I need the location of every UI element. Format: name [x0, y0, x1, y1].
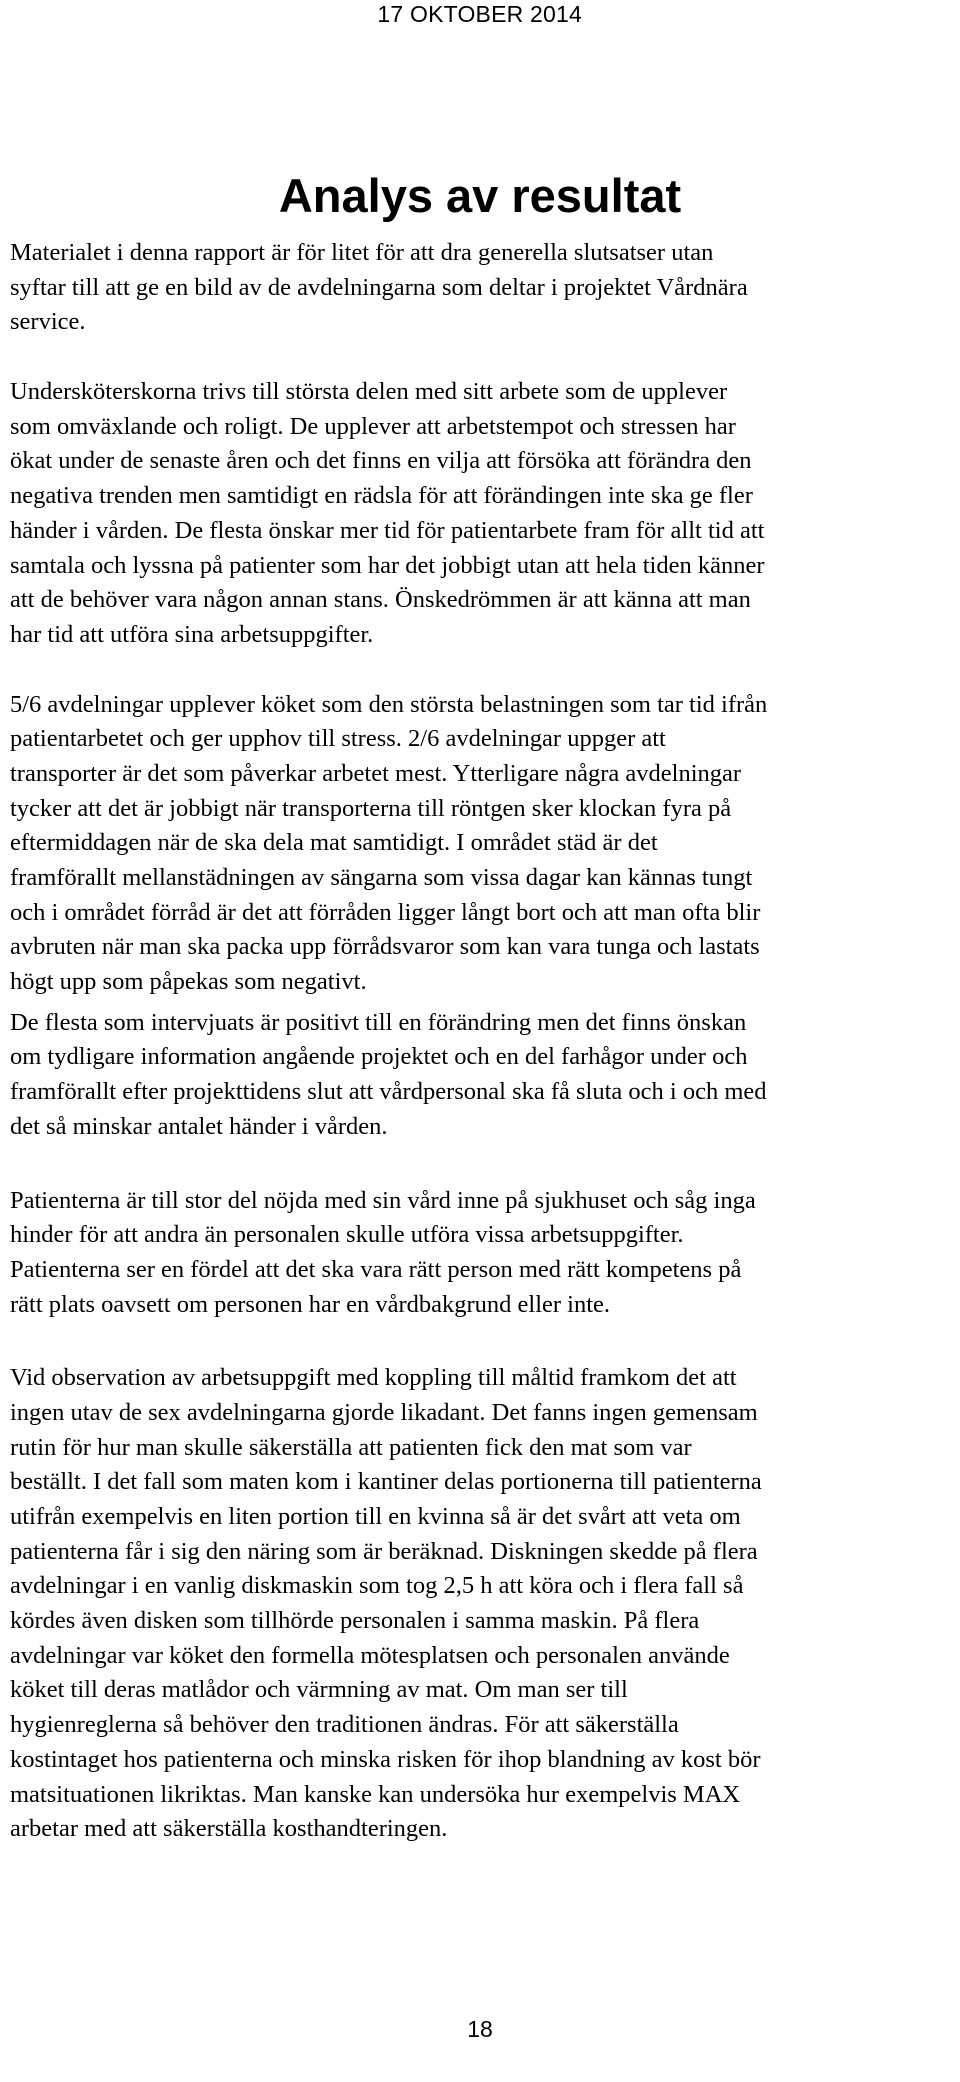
text-line: högt upp som påpekas som negativt.: [10, 968, 367, 996]
text-line: arbetar med att säkerställa kosthandteringen.: [10, 1815, 448, 1843]
text-line: ingen utav de sex avdelningarna gjorde likadant. Det fanns ingen gemensam: [10, 1398, 758, 1426]
paragraph-attitude-to-change: [10, 1006, 955, 1145]
text-line: avbruten när man ska packa upp förrådsvaror som kan vara tunga och lastats: [10, 933, 760, 961]
text-line: rutin för hur man skulle säkerställa att patienten fick den mat som var: [10, 1433, 692, 1461]
page-title: Analys av resultat: [278, 169, 682, 222]
text-line: syftar till att ge en bild av de avdelningarna som deltar i projektet Vårdnära: [10, 273, 748, 301]
page-header: [0, 0, 960, 30]
text-line: framförallt efter projekttidens slut att vårdpersonal ska få sluta och i och med: [10, 1078, 767, 1106]
text-line: och i området förråd är det att förråden ligger långt bort och att man ofta blir: [10, 898, 761, 926]
text-line: utifrån exempelvis en liten portion till en kvinna så är det svårt att veta om: [10, 1503, 741, 1530]
text-line: rätt plats oavsett om personen har en vårdbakgrund eller inte.: [10, 1290, 611, 1318]
text-line: kostintaget hos patienterna och minska risken för ihop blandning av kost bör: [10, 1745, 761, 1773]
text-line: Undersköterskorna trivs till största delen med sitt arbete som de upplever: [10, 378, 728, 406]
text-line: tycker att det är jobbigt när transporterna till röntgen sker klockan fyra på: [10, 794, 732, 822]
document-body: [10, 236, 955, 1847]
paragraph-staff-satisfaction: [10, 375, 955, 653]
paragraph-intro: [10, 236, 955, 340]
text-line: transporter är det som påverkar arbetet mest. Ytterligare några avdelningar: [10, 759, 742, 787]
text-line: har tid att utföra sina arbetsuppgifter.: [10, 620, 374, 648]
text-line: framförallt mellanstädningen av sängarna som vissa dagar kan kännas tungt: [10, 864, 753, 891]
text-line: som omväxlande och roligt. De upplever att arbetstempot och stressen har: [10, 412, 736, 440]
text-line: ökat under de senaste åren och det finns en vilja att försöka att förändra den: [10, 447, 752, 475]
text-line: Patienterna ser en fördel att det ska vara rätt person med rätt kompetens på: [10, 1255, 742, 1283]
text-line: beställt. I det fall som maten kom i kantiner delas portionerna till patienterna: [10, 1468, 762, 1496]
text-line: service.: [10, 308, 86, 336]
text-line: patienterna får i sig den näring som är beräknad. Diskningen skedde på flera: [10, 1537, 758, 1565]
text-line: köket till deras matlådor och värmning av mat. Om man ser till: [10, 1676, 628, 1704]
text-line: hygienreglerna så behöver den traditionen ändras. För att säkerställa: [10, 1711, 679, 1739]
text-line: att de behöver vara någon annan stans. Önskedrömmen är att känna att man: [10, 586, 751, 614]
page-number: 18: [467, 2016, 493, 2042]
text-line: Patienterna är till stor del nöjda med sin vård inne på sjukhuset och såg inga: [10, 1186, 756, 1214]
paragraph-meal-observation: [10, 1361, 955, 1847]
text-line: negativa trenden men samtidigt en rädsla för att förändingen inte ska ge fler: [10, 482, 753, 510]
text-line: patientarbetet och ger upphov till stress. 2/6 avdelningar uppger att: [10, 725, 666, 753]
text-line: Vid observation av arbetsuppgift med koppling till måltid framkom det att: [10, 1364, 737, 1392]
text-line: Materialet i denna rapport är för litet för att dra generella slutsatser utan: [10, 239, 714, 266]
paragraph-workload: [10, 688, 955, 1000]
text-line: händer i vården. De flesta önskar mer tid för patientarbete fram för allt tid att: [10, 516, 765, 544]
text-line: kördes även disken som tillhörde personalen i samma maskin. På flera: [10, 1607, 700, 1635]
text-line: eftermiddagen när de ska dela mat samtidigt. I området städ är det: [10, 829, 658, 857]
text-line: avdelningar var köket den formella mötesplatsen och personalen använde: [10, 1641, 730, 1669]
text-line: 5/6 avdelningar upplever köket som den största belastningen som tar tid ifrån: [10, 690, 768, 718]
text-line: om tydligare information angående projektet och en del farhågor under och: [10, 1043, 748, 1071]
header-date: 17 OKTOBER 2014: [377, 1, 582, 27]
paragraph-patients: [10, 1184, 955, 1323]
text-line: samtala och lyssna på patienter som har det jobbigt utan att hela tiden känner: [10, 551, 765, 579]
text-line: hinder för att andra än personalen skulle utföra vissa arbetsuppgifter.: [10, 1221, 684, 1249]
text-line: matsituationen likriktas. Man kanske kan undersöka hur exempelvis MAX: [10, 1780, 741, 1808]
text-line: De flesta som intervjuats är positivt till en förändring men det finns önskan: [10, 1008, 747, 1036]
text-line: avdelningar i en vanlig diskmaskin som tog 2,5 h att köra och i flera fall så: [10, 1572, 744, 1600]
text-line: det så minskar antalet händer i vården.: [10, 1112, 388, 1140]
